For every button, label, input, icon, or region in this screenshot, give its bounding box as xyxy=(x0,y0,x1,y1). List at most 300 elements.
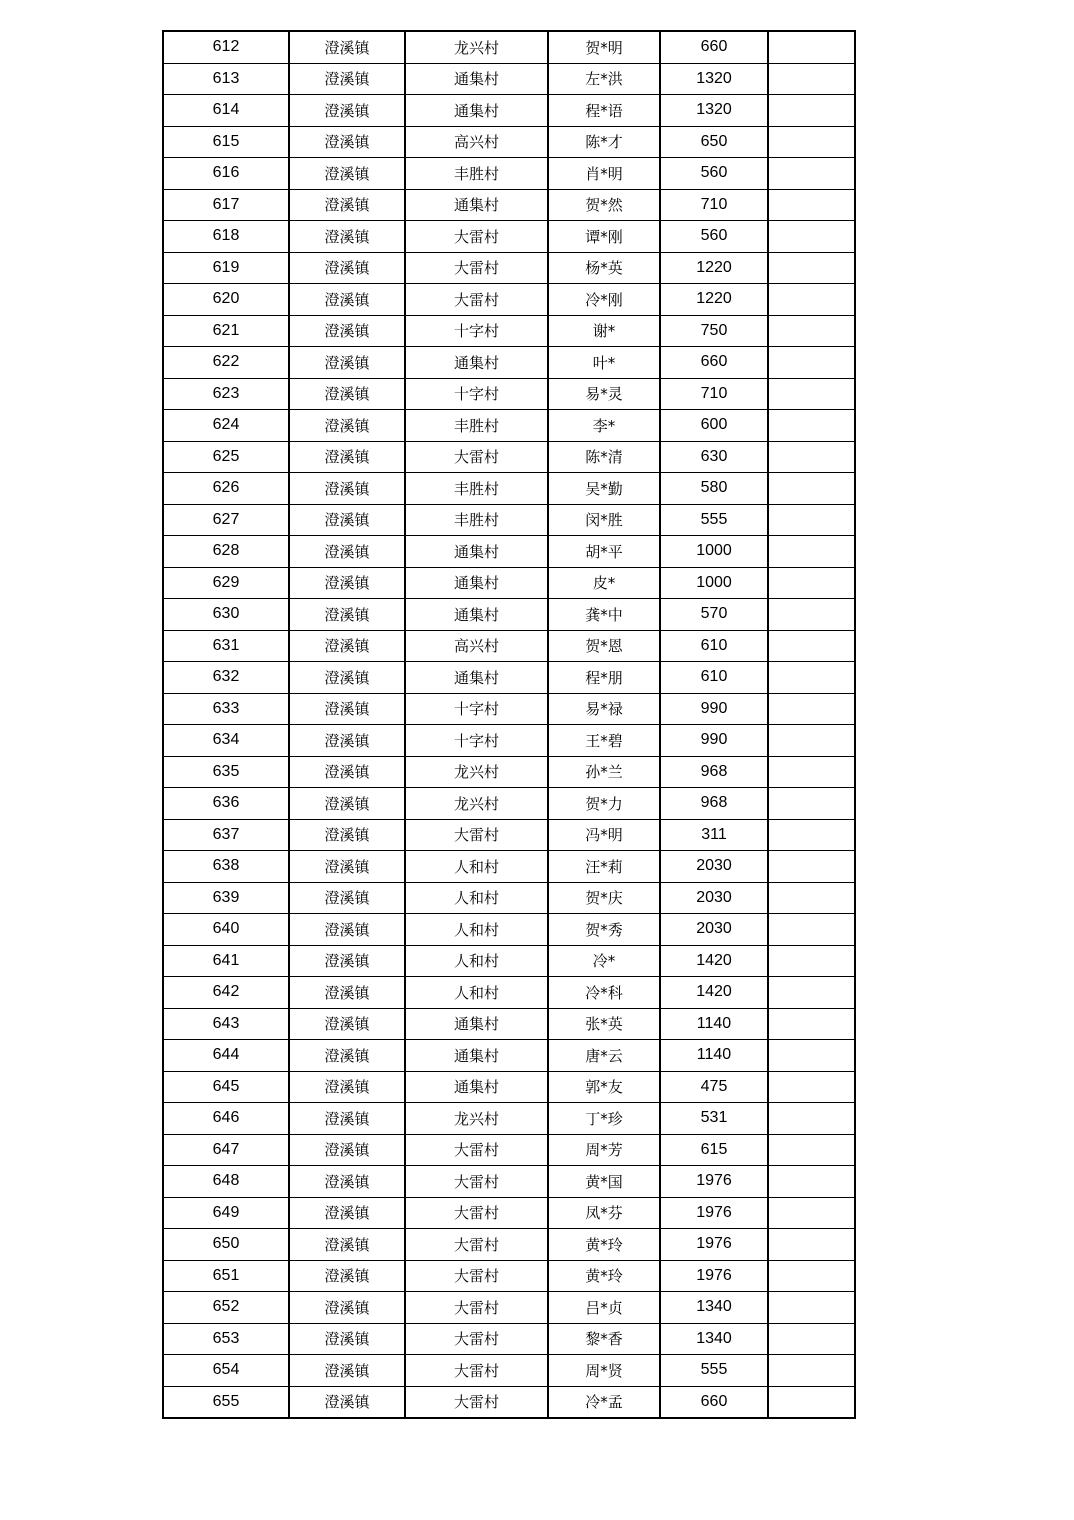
cell-person-name: 谭*刚 xyxy=(548,221,660,253)
table-row xyxy=(163,536,855,568)
cell-town: 澄溪镇 xyxy=(289,788,405,820)
cell-town: 澄溪镇 xyxy=(289,1103,405,1135)
cell-village: 十字村 xyxy=(405,693,548,725)
cell-amount: 600 xyxy=(660,410,768,442)
cell-note xyxy=(768,315,855,347)
cell-person-name: 黎*香 xyxy=(548,1323,660,1355)
cell-village: 通集村 xyxy=(405,599,548,631)
cell-town: 澄溪镇 xyxy=(289,1134,405,1166)
cell-note xyxy=(768,95,855,127)
cell-note xyxy=(768,63,855,95)
cell-note xyxy=(768,1355,855,1387)
cell-amount: 2030 xyxy=(660,851,768,883)
table-row xyxy=(163,504,855,536)
table-row xyxy=(163,189,855,221)
cell-town: 澄溪镇 xyxy=(289,693,405,725)
cell-serial-number: 648 xyxy=(163,1166,289,1198)
cell-village: 大雷村 xyxy=(405,1260,548,1292)
cell-town: 澄溪镇 xyxy=(289,441,405,473)
table-row xyxy=(163,662,855,694)
cell-village: 大雷村 xyxy=(405,1134,548,1166)
cell-village: 大雷村 xyxy=(405,284,548,316)
cell-note xyxy=(768,788,855,820)
cell-town: 澄溪镇 xyxy=(289,504,405,536)
table-row xyxy=(163,1229,855,1261)
cell-note xyxy=(768,1103,855,1135)
cell-town: 澄溪镇 xyxy=(289,1071,405,1103)
cell-village: 人和村 xyxy=(405,945,548,977)
cell-note xyxy=(768,1166,855,1198)
cell-village: 大雷村 xyxy=(405,1355,548,1387)
cell-serial-number: 641 xyxy=(163,945,289,977)
cell-amount: 555 xyxy=(660,504,768,536)
cell-note xyxy=(768,1197,855,1229)
table-row xyxy=(163,473,855,505)
cell-amount: 710 xyxy=(660,189,768,221)
cell-town: 澄溪镇 xyxy=(289,1229,405,1261)
table-row xyxy=(163,977,855,1009)
cell-serial-number: 638 xyxy=(163,851,289,883)
table-row xyxy=(163,1040,855,1072)
cell-person-name: 唐*云 xyxy=(548,1040,660,1072)
table-row xyxy=(163,63,855,95)
cell-amount: 311 xyxy=(660,819,768,851)
table-row xyxy=(163,1197,855,1229)
table-row xyxy=(163,315,855,347)
table-row xyxy=(163,1166,855,1198)
table-row xyxy=(163,693,855,725)
cell-village: 通集村 xyxy=(405,189,548,221)
cell-town: 澄溪镇 xyxy=(289,630,405,662)
cell-village: 龙兴村 xyxy=(405,31,548,63)
cell-village: 龙兴村 xyxy=(405,1103,548,1135)
table-row xyxy=(163,158,855,190)
cell-amount: 1140 xyxy=(660,1040,768,1072)
cell-town: 澄溪镇 xyxy=(289,126,405,158)
table-row xyxy=(163,126,855,158)
cell-village: 通集村 xyxy=(405,662,548,694)
cell-serial-number: 620 xyxy=(163,284,289,316)
cell-serial-number: 619 xyxy=(163,252,289,284)
cell-amount: 660 xyxy=(660,1386,768,1418)
table-row xyxy=(163,725,855,757)
table-row xyxy=(163,819,855,851)
cell-serial-number: 635 xyxy=(163,756,289,788)
cell-note xyxy=(768,31,855,63)
cell-person-name: 左*洪 xyxy=(548,63,660,95)
cell-serial-number: 637 xyxy=(163,819,289,851)
cell-note xyxy=(768,221,855,253)
cell-serial-number: 640 xyxy=(163,914,289,946)
cell-note xyxy=(768,189,855,221)
cell-note xyxy=(768,693,855,725)
cell-person-name: 吕*贞 xyxy=(548,1292,660,1324)
cell-person-name: 张*英 xyxy=(548,1008,660,1040)
cell-person-name: 丁*珍 xyxy=(548,1103,660,1135)
cell-town: 澄溪镇 xyxy=(289,1292,405,1324)
cell-note xyxy=(768,473,855,505)
cell-town: 澄溪镇 xyxy=(289,378,405,410)
cell-note xyxy=(768,441,855,473)
cell-amount: 630 xyxy=(660,441,768,473)
cell-serial-number: 630 xyxy=(163,599,289,631)
table-row xyxy=(163,347,855,379)
cell-note xyxy=(768,504,855,536)
cell-serial-number: 651 xyxy=(163,1260,289,1292)
cell-serial-number: 613 xyxy=(163,63,289,95)
cell-note xyxy=(768,914,855,946)
cell-village: 人和村 xyxy=(405,851,548,883)
cell-person-name: 贺*然 xyxy=(548,189,660,221)
cell-town: 澄溪镇 xyxy=(289,410,405,442)
cell-village: 大雷村 xyxy=(405,441,548,473)
cell-amount: 1320 xyxy=(660,95,768,127)
cell-serial-number: 614 xyxy=(163,95,289,127)
cell-village: 通集村 xyxy=(405,63,548,95)
cell-person-name: 周*贤 xyxy=(548,1355,660,1387)
cell-person-name: 黄*国 xyxy=(548,1166,660,1198)
table-row xyxy=(163,1134,855,1166)
cell-amount: 990 xyxy=(660,693,768,725)
cell-amount: 475 xyxy=(660,1071,768,1103)
cell-town: 澄溪镇 xyxy=(289,819,405,851)
table-row xyxy=(163,1103,855,1135)
cell-town: 澄溪镇 xyxy=(289,945,405,977)
cell-village: 大雷村 xyxy=(405,1323,548,1355)
table-row xyxy=(163,945,855,977)
cell-town: 澄溪镇 xyxy=(289,31,405,63)
table-row xyxy=(163,1386,855,1418)
cell-person-name: 肖*明 xyxy=(548,158,660,190)
cell-person-name: 孙*兰 xyxy=(548,756,660,788)
cell-note xyxy=(768,1134,855,1166)
cell-person-name: 龚*中 xyxy=(548,599,660,631)
cell-town: 澄溪镇 xyxy=(289,347,405,379)
cell-serial-number: 616 xyxy=(163,158,289,190)
table-row xyxy=(163,851,855,883)
cell-village: 十字村 xyxy=(405,725,548,757)
cell-amount: 560 xyxy=(660,221,768,253)
cell-serial-number: 615 xyxy=(163,126,289,158)
cell-person-name: 李* xyxy=(548,410,660,442)
cell-village: 大雷村 xyxy=(405,1292,548,1324)
cell-amount: 1340 xyxy=(660,1323,768,1355)
cell-person-name: 闵*胜 xyxy=(548,504,660,536)
cell-note xyxy=(768,851,855,883)
table-row xyxy=(163,378,855,410)
cell-note xyxy=(768,662,855,694)
cell-town: 澄溪镇 xyxy=(289,662,405,694)
cell-note xyxy=(768,284,855,316)
cell-amount: 1340 xyxy=(660,1292,768,1324)
table-row xyxy=(163,1071,855,1103)
cell-village: 通集村 xyxy=(405,536,548,568)
table-row xyxy=(163,95,855,127)
cell-amount: 1976 xyxy=(660,1229,768,1261)
cell-amount: 650 xyxy=(660,126,768,158)
cell-village: 龙兴村 xyxy=(405,756,548,788)
cell-person-name: 程*朋 xyxy=(548,662,660,694)
cell-person-name: 贺*庆 xyxy=(548,882,660,914)
cell-note xyxy=(768,977,855,1009)
cell-village: 大雷村 xyxy=(405,252,548,284)
cell-person-name: 冯*明 xyxy=(548,819,660,851)
cell-town: 澄溪镇 xyxy=(289,536,405,568)
cell-note xyxy=(768,725,855,757)
cell-village: 通集村 xyxy=(405,567,548,599)
cell-serial-number: 622 xyxy=(163,347,289,379)
cell-amount: 1420 xyxy=(660,945,768,977)
cell-person-name: 陈*才 xyxy=(548,126,660,158)
cell-note xyxy=(768,1292,855,1324)
cell-village: 通集村 xyxy=(405,1008,548,1040)
cell-amount: 610 xyxy=(660,662,768,694)
cell-serial-number: 650 xyxy=(163,1229,289,1261)
cell-village: 高兴村 xyxy=(405,126,548,158)
cell-town: 澄溪镇 xyxy=(289,1008,405,1040)
cell-person-name: 贺*明 xyxy=(548,31,660,63)
table-row xyxy=(163,1292,855,1324)
cell-amount: 570 xyxy=(660,599,768,631)
table-row xyxy=(163,882,855,914)
cell-person-name: 黄*玲 xyxy=(548,1229,660,1261)
cell-town: 澄溪镇 xyxy=(289,851,405,883)
cell-town: 澄溪镇 xyxy=(289,1166,405,1198)
cell-village: 通集村 xyxy=(405,347,548,379)
data-table xyxy=(162,30,856,1419)
cell-village: 大雷村 xyxy=(405,819,548,851)
cell-serial-number: 633 xyxy=(163,693,289,725)
cell-town: 澄溪镇 xyxy=(289,189,405,221)
cell-village: 大雷村 xyxy=(405,1166,548,1198)
cell-amount: 968 xyxy=(660,788,768,820)
cell-person-name: 黄*玲 xyxy=(548,1260,660,1292)
cell-village: 十字村 xyxy=(405,315,548,347)
cell-person-name: 贺*力 xyxy=(548,788,660,820)
cell-serial-number: 617 xyxy=(163,189,289,221)
cell-note xyxy=(768,1386,855,1418)
cell-note xyxy=(768,567,855,599)
cell-person-name: 汪*莉 xyxy=(548,851,660,883)
cell-note xyxy=(768,410,855,442)
cell-town: 澄溪镇 xyxy=(289,882,405,914)
cell-serial-number: 618 xyxy=(163,221,289,253)
cell-note xyxy=(768,882,855,914)
cell-village: 高兴村 xyxy=(405,630,548,662)
cell-person-name: 冷*孟 xyxy=(548,1386,660,1418)
cell-village: 龙兴村 xyxy=(405,788,548,820)
cell-town: 澄溪镇 xyxy=(289,1260,405,1292)
table-row xyxy=(163,914,855,946)
cell-note xyxy=(768,1040,855,1072)
cell-amount: 710 xyxy=(660,378,768,410)
cell-amount: 1000 xyxy=(660,567,768,599)
cell-person-name: 陈*清 xyxy=(548,441,660,473)
table-row xyxy=(163,31,855,63)
cell-village: 通集村 xyxy=(405,95,548,127)
cell-village: 丰胜村 xyxy=(405,158,548,190)
cell-amount: 615 xyxy=(660,1134,768,1166)
cell-village: 大雷村 xyxy=(405,1386,548,1418)
table-row xyxy=(163,1260,855,1292)
cell-village: 丰胜村 xyxy=(405,473,548,505)
cell-town: 澄溪镇 xyxy=(289,95,405,127)
cell-note xyxy=(768,599,855,631)
cell-serial-number: 649 xyxy=(163,1197,289,1229)
table-body xyxy=(163,31,855,1418)
cell-town: 澄溪镇 xyxy=(289,252,405,284)
cell-amount: 560 xyxy=(660,158,768,190)
cell-person-name: 郭*友 xyxy=(548,1071,660,1103)
table-row xyxy=(163,221,855,253)
cell-amount: 580 xyxy=(660,473,768,505)
cell-serial-number: 652 xyxy=(163,1292,289,1324)
cell-person-name: 冷*科 xyxy=(548,977,660,1009)
cell-town: 澄溪镇 xyxy=(289,567,405,599)
table-row xyxy=(163,567,855,599)
cell-serial-number: 632 xyxy=(163,662,289,694)
cell-serial-number: 646 xyxy=(163,1103,289,1135)
cell-amount: 1976 xyxy=(660,1166,768,1198)
cell-village: 人和村 xyxy=(405,882,548,914)
cell-town: 澄溪镇 xyxy=(289,1355,405,1387)
cell-town: 澄溪镇 xyxy=(289,284,405,316)
cell-person-name: 吴*勤 xyxy=(548,473,660,505)
table-row xyxy=(163,1355,855,1387)
cell-village: 大雷村 xyxy=(405,1197,548,1229)
cell-person-name: 程*语 xyxy=(548,95,660,127)
cell-amount: 990 xyxy=(660,725,768,757)
cell-serial-number: 623 xyxy=(163,378,289,410)
cell-person-name: 周*芳 xyxy=(548,1134,660,1166)
cell-town: 澄溪镇 xyxy=(289,599,405,631)
cell-amount: 1420 xyxy=(660,977,768,1009)
table-row xyxy=(163,441,855,473)
cell-village: 通集村 xyxy=(405,1071,548,1103)
cell-note xyxy=(768,1008,855,1040)
cell-amount: 2030 xyxy=(660,914,768,946)
cell-note xyxy=(768,1229,855,1261)
cell-village: 丰胜村 xyxy=(405,504,548,536)
cell-serial-number: 621 xyxy=(163,315,289,347)
cell-note xyxy=(768,536,855,568)
cell-town: 澄溪镇 xyxy=(289,1386,405,1418)
cell-town: 澄溪镇 xyxy=(289,315,405,347)
cell-town: 澄溪镇 xyxy=(289,914,405,946)
cell-note xyxy=(768,347,855,379)
cell-amount: 968 xyxy=(660,756,768,788)
cell-note xyxy=(768,252,855,284)
table-row xyxy=(163,284,855,316)
cell-town: 澄溪镇 xyxy=(289,221,405,253)
cell-amount: 555 xyxy=(660,1355,768,1387)
cell-note xyxy=(768,1071,855,1103)
cell-note xyxy=(768,378,855,410)
table-row xyxy=(163,630,855,662)
cell-amount: 1976 xyxy=(660,1260,768,1292)
cell-amount: 610 xyxy=(660,630,768,662)
cell-person-name: 王*碧 xyxy=(548,725,660,757)
cell-note xyxy=(768,126,855,158)
cell-note xyxy=(768,819,855,851)
cell-town: 澄溪镇 xyxy=(289,725,405,757)
cell-person-name: 易*灵 xyxy=(548,378,660,410)
cell-amount: 2030 xyxy=(660,882,768,914)
cell-village: 人和村 xyxy=(405,977,548,1009)
table-row xyxy=(163,252,855,284)
cell-note xyxy=(768,158,855,190)
cell-person-name: 凤*芬 xyxy=(548,1197,660,1229)
cell-person-name: 易*禄 xyxy=(548,693,660,725)
cell-amount: 1140 xyxy=(660,1008,768,1040)
cell-person-name: 皮* xyxy=(548,567,660,599)
cell-person-name: 叶* xyxy=(548,347,660,379)
cell-village: 十字村 xyxy=(405,378,548,410)
cell-person-name: 冷*刚 xyxy=(548,284,660,316)
cell-person-name: 贺*恩 xyxy=(548,630,660,662)
cell-serial-number: 631 xyxy=(163,630,289,662)
cell-amount: 531 xyxy=(660,1103,768,1135)
cell-serial-number: 654 xyxy=(163,1355,289,1387)
cell-village: 通集村 xyxy=(405,1040,548,1072)
cell-town: 澄溪镇 xyxy=(289,63,405,95)
cell-note xyxy=(768,945,855,977)
cell-serial-number: 626 xyxy=(163,473,289,505)
cell-note xyxy=(768,630,855,662)
table-row xyxy=(163,410,855,442)
cell-village: 大雷村 xyxy=(405,1229,548,1261)
cell-town: 澄溪镇 xyxy=(289,1197,405,1229)
cell-serial-number: 653 xyxy=(163,1323,289,1355)
cell-town: 澄溪镇 xyxy=(289,473,405,505)
cell-serial-number: 655 xyxy=(163,1386,289,1418)
table-row xyxy=(163,788,855,820)
cell-serial-number: 644 xyxy=(163,1040,289,1072)
cell-village: 丰胜村 xyxy=(405,410,548,442)
cell-amount: 1000 xyxy=(660,536,768,568)
cell-serial-number: 647 xyxy=(163,1134,289,1166)
cell-serial-number: 645 xyxy=(163,1071,289,1103)
cell-serial-number: 642 xyxy=(163,977,289,1009)
cell-town: 澄溪镇 xyxy=(289,756,405,788)
cell-amount: 660 xyxy=(660,31,768,63)
cell-amount: 1220 xyxy=(660,252,768,284)
cell-serial-number: 628 xyxy=(163,536,289,568)
table-row xyxy=(163,599,855,631)
cell-village: 大雷村 xyxy=(405,221,548,253)
cell-town: 澄溪镇 xyxy=(289,1323,405,1355)
table-row xyxy=(163,1323,855,1355)
cell-person-name: 谢* xyxy=(548,315,660,347)
cell-serial-number: 634 xyxy=(163,725,289,757)
cell-serial-number: 636 xyxy=(163,788,289,820)
cell-note xyxy=(768,1323,855,1355)
cell-person-name: 冷* xyxy=(548,945,660,977)
cell-serial-number: 629 xyxy=(163,567,289,599)
cell-serial-number: 627 xyxy=(163,504,289,536)
cell-amount: 1320 xyxy=(660,63,768,95)
cell-town: 澄溪镇 xyxy=(289,158,405,190)
cell-person-name: 贺*秀 xyxy=(548,914,660,946)
cell-amount: 1220 xyxy=(660,284,768,316)
cell-amount: 750 xyxy=(660,315,768,347)
cell-town: 澄溪镇 xyxy=(289,977,405,1009)
cell-town: 澄溪镇 xyxy=(289,1040,405,1072)
cell-person-name: 胡*平 xyxy=(548,536,660,568)
cell-village: 人和村 xyxy=(405,914,548,946)
cell-amount: 1976 xyxy=(660,1197,768,1229)
cell-amount: 660 xyxy=(660,347,768,379)
